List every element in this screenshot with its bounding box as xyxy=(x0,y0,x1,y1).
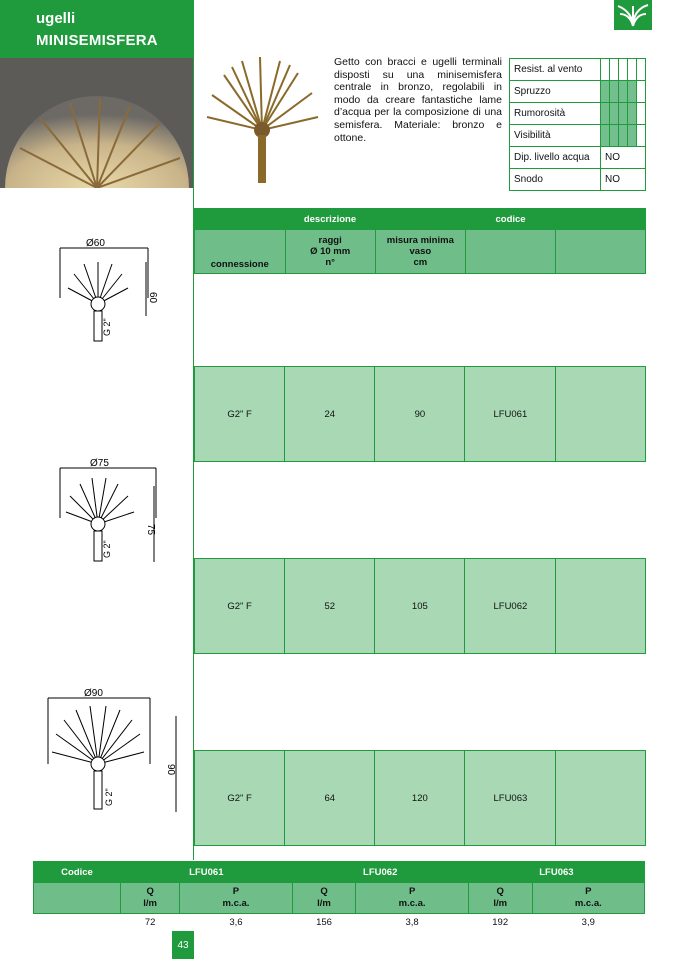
table-row xyxy=(194,558,646,654)
property-level-cell xyxy=(601,59,610,81)
drawing-diameter: Ø75 xyxy=(90,458,109,469)
table-row xyxy=(194,366,646,462)
drawing-height: 75 xyxy=(145,524,156,536)
property-label: Snodo xyxy=(510,169,601,191)
flow-value: 156 xyxy=(316,916,332,928)
title-line2: MINISEMISFERA xyxy=(36,32,158,49)
property-level-cell xyxy=(628,81,637,103)
property-level-cell xyxy=(610,59,619,81)
property-value: NO xyxy=(601,169,646,191)
property-level-cell xyxy=(619,59,628,81)
col-code-empty xyxy=(465,230,555,274)
flow-header-model: LFU062 xyxy=(292,862,468,883)
cell-connessione: G2" F xyxy=(195,751,285,846)
property-level-cell xyxy=(601,103,610,125)
cell-empty xyxy=(556,559,646,654)
cell-codice: LFU063 xyxy=(465,751,556,846)
property-level-cell xyxy=(610,81,619,103)
col-raggi: raggi Ø 10 mm n° xyxy=(285,230,375,274)
property-row xyxy=(510,125,646,147)
property-level-cell xyxy=(637,125,646,147)
property-level-cell xyxy=(601,81,610,103)
flow-value: 192 xyxy=(492,916,509,928)
property-level-cell xyxy=(637,103,646,125)
flow-subheader-q: Q l/m xyxy=(468,883,532,914)
drawing-thread: G 2" xyxy=(104,788,114,806)
flow-value: 3,9 xyxy=(581,916,595,928)
flow-subheader-p: P m.c.a. xyxy=(356,883,468,914)
property-level-cell xyxy=(619,103,628,125)
flow-subheader-q: Q l/m xyxy=(121,883,180,914)
header-codice: codice xyxy=(465,209,555,230)
property-value: NO xyxy=(601,147,646,169)
cell-connessione: G2" F xyxy=(195,367,285,462)
brand-logo-icon xyxy=(614,0,652,30)
title-box xyxy=(0,0,193,58)
flow-table xyxy=(33,861,645,930)
properties-table xyxy=(509,58,646,191)
page-number: 43 xyxy=(172,931,194,959)
technical-drawing-2 xyxy=(52,456,172,573)
cell-empty xyxy=(556,751,646,846)
drawing-height: 60 xyxy=(147,292,158,304)
header-descrizione: descrizione xyxy=(195,209,466,230)
product-image xyxy=(202,55,322,190)
flow-header-model: LFU063 xyxy=(468,862,644,883)
product-description: Getto con bracci e ugelli terminali disposti su una minisemisfera centrale in bronzo, regolabili in modo da creare fantastiche lame d’acqua per la composizione di una semisfera. Materiale: bronzo e ottone. xyxy=(334,56,502,144)
col-extra-empty xyxy=(556,230,646,274)
property-level-cell xyxy=(637,81,646,103)
property-row xyxy=(510,81,646,103)
flow-value-empty xyxy=(34,914,121,931)
technical-drawing-1 xyxy=(48,236,168,351)
title-line1: ugelli xyxy=(36,10,76,27)
flow-header-codice: Codice xyxy=(34,862,121,883)
drawing-diameter: Ø60 xyxy=(86,238,105,249)
property-label: Visibilità xyxy=(510,125,601,147)
property-row xyxy=(510,103,646,125)
col-connessione: connessione xyxy=(195,230,286,274)
property-row xyxy=(510,59,646,81)
property-level-cell xyxy=(610,125,619,147)
property-level-cell xyxy=(637,59,646,81)
cell-raggi: 24 xyxy=(285,367,375,462)
flow-subheader-p: P m.c.a. xyxy=(180,883,292,914)
property-row xyxy=(510,169,646,191)
flow-value: 3,8 xyxy=(405,916,419,928)
property-label: Spruzzo xyxy=(510,81,601,103)
property-level-cell xyxy=(628,103,637,125)
cell-raggi: 52 xyxy=(285,559,375,654)
cell-empty xyxy=(556,367,646,462)
cell-codice: LFU061 xyxy=(465,367,556,462)
flow-subheader-q: Q l/m xyxy=(292,883,356,914)
flow-subheader-p: P m.c.a. xyxy=(532,883,644,914)
property-level-cell xyxy=(619,81,628,103)
spec-table-header xyxy=(194,208,646,274)
property-level-cell xyxy=(601,125,610,147)
property-row xyxy=(510,147,646,169)
drawing-thread: G 2" xyxy=(102,540,112,558)
col-vaso: misura minima vaso cm xyxy=(375,230,465,274)
flow-subheader-empty xyxy=(34,883,121,914)
flow-value: 72 xyxy=(144,916,156,928)
fountain-photo xyxy=(0,58,193,188)
property-label: Resist. al vento xyxy=(510,59,601,81)
property-level-cell xyxy=(619,125,628,147)
flow-header-model: LFU061 xyxy=(121,862,293,883)
property-label: Dip. livello acqua xyxy=(510,147,601,169)
cell-raggi: 64 xyxy=(285,751,375,846)
property-level-cell xyxy=(628,59,637,81)
table-row xyxy=(194,750,646,846)
cell-vaso: 105 xyxy=(375,559,465,654)
property-level-cell xyxy=(610,103,619,125)
flow-value: 3,6 xyxy=(229,916,243,928)
cell-vaso: 120 xyxy=(375,751,465,846)
drawing-thread: G 2" xyxy=(102,318,112,336)
drawing-diameter: Ø90 xyxy=(84,688,103,699)
cell-vaso: 90 xyxy=(375,367,465,462)
drawing-height: 90 xyxy=(165,764,176,776)
technical-drawing-3 xyxy=(40,686,190,823)
property-level-cell xyxy=(628,125,637,147)
property-label: Rumorosità xyxy=(510,103,601,125)
header-empty xyxy=(556,209,646,230)
cell-codice: LFU062 xyxy=(465,559,556,654)
cell-connessione: G2" F xyxy=(195,559,285,654)
